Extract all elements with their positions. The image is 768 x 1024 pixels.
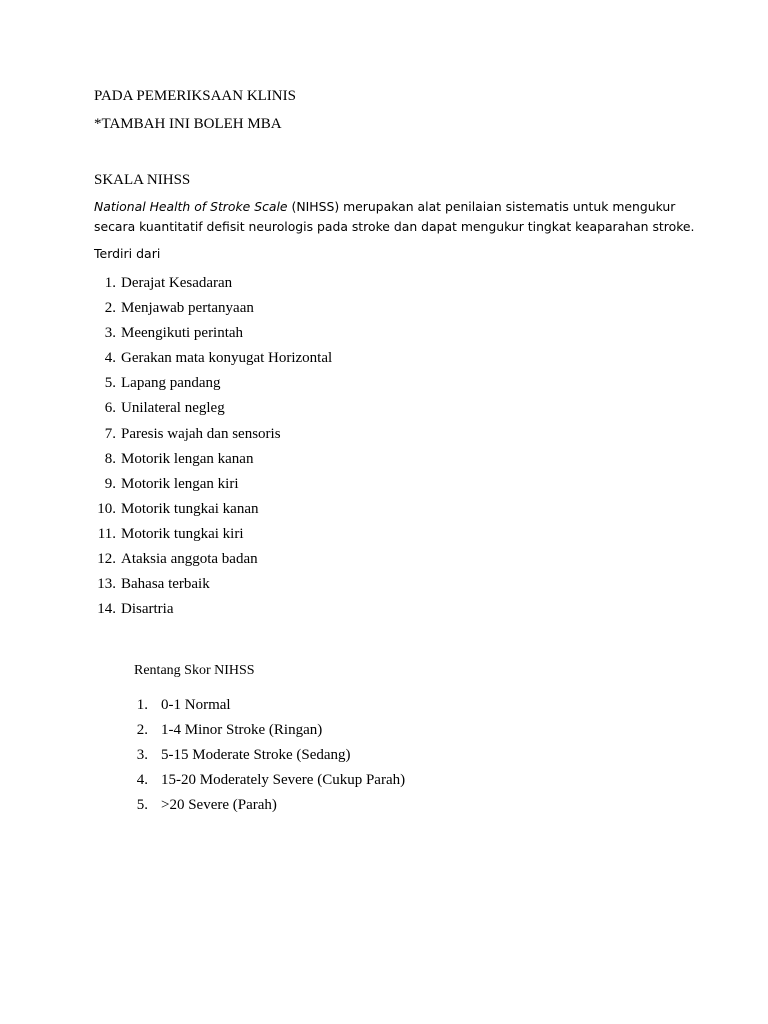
list-item: 11. Motorik tungkai kiri xyxy=(97,525,244,542)
list-item: 12. Ataksia anggota badan xyxy=(97,551,258,568)
intro-paragraph xyxy=(94,197,695,237)
list-item: 14. Disartria xyxy=(97,601,174,618)
score-list xyxy=(134,696,534,821)
list-item: 7. Paresis wajah dan sensoris xyxy=(104,425,281,442)
list-item: 5. Lapang pandang xyxy=(104,375,221,392)
list-item: 3. 5-15 Moderate Stroke (Sedang) xyxy=(136,747,351,764)
list-item: 3. Meengikuti perintah xyxy=(104,325,244,342)
list-item: 4. 15-20 Moderately Severe (Cukup Parah) xyxy=(136,772,406,789)
list-item: 1. 0-1 Normal xyxy=(136,697,231,713)
list-item: 13. Bahasa terbaik xyxy=(97,576,210,593)
list-item: 2. Menjawab pertanyaan xyxy=(104,300,254,317)
list-item: 4. Gerakan mata konyugat Horizontal xyxy=(104,350,333,367)
components-label: Terdiri dari xyxy=(94,246,161,261)
components-list xyxy=(94,274,494,625)
list-item: 2. 1-4 Minor Stroke (Ringan) xyxy=(136,722,323,739)
heading-note: *TAMBAH INI BOLEH MBA xyxy=(94,116,282,132)
list-item: 10. Motorik tungkai kanan xyxy=(97,500,259,517)
list-item: 1. Derajat Kesadaran xyxy=(104,275,233,291)
intro-line-1 xyxy=(94,197,675,217)
intro-line-2: secara kuantitatif defisit neurologis pada stroke dan dapat mengukur tingkat keaparahan stroke. xyxy=(94,219,695,234)
list-item: 6. Unilateral negleg xyxy=(104,400,225,417)
list-item: 9. Motorik lengan kiri xyxy=(104,475,239,492)
list-item: 5. >20 Severe (Parah) xyxy=(136,797,277,814)
score-range-label: Rentang Skor NIHSS xyxy=(134,663,255,678)
intro-line-1-rest: (NIHSS) merupakan alat penilaian sistematis untuk mengukur xyxy=(291,199,676,214)
list-item: 8. Motorik lengan kanan xyxy=(104,450,254,467)
intro-italic-term: National Health of Stroke Scale xyxy=(94,199,288,214)
heading-clinical-exam: PADA PEMERIKSAAN KLINIS xyxy=(94,88,296,104)
section-title: SKALA NIHSS xyxy=(94,172,191,188)
